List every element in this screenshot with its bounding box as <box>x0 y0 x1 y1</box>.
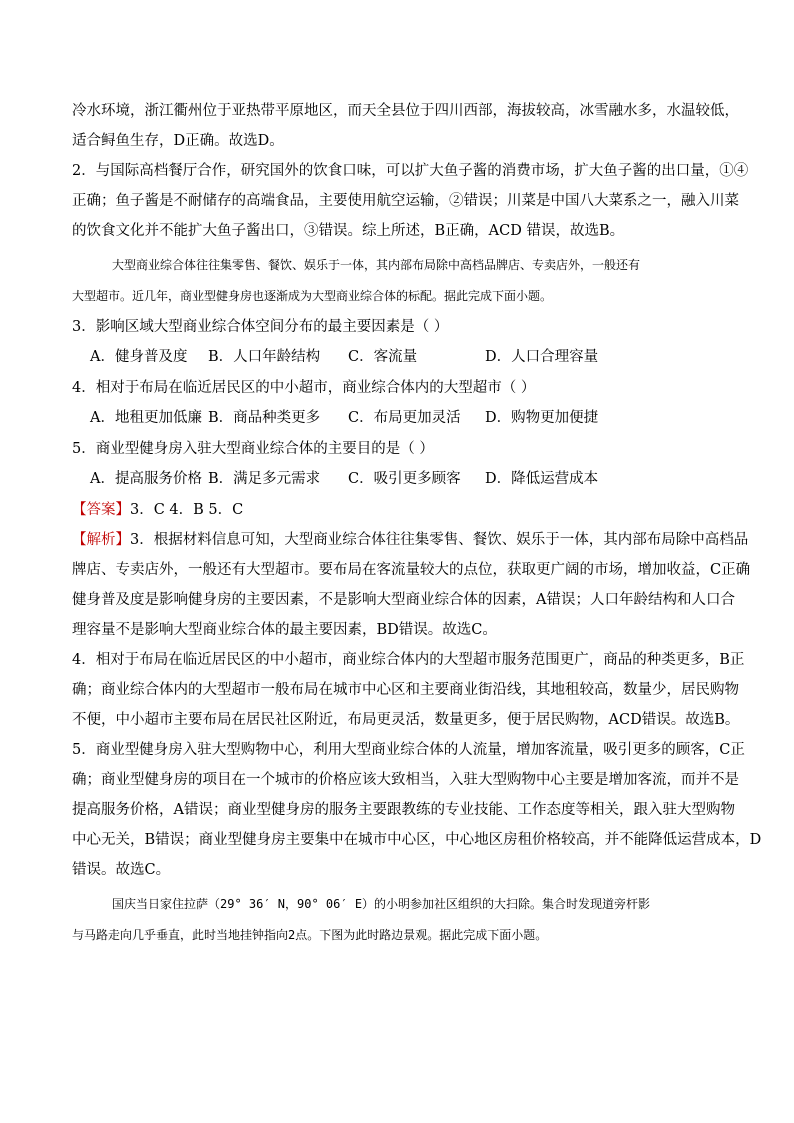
q4-option-d: D．购物更加便捷 <box>485 410 599 426</box>
answer-line <box>72 495 732 525</box>
analysis-q3-line-1 <box>72 525 749 555</box>
q5-option-c: C．吸引更多顾客 <box>348 471 461 487</box>
q3-option-c: C．客流量 <box>348 349 418 365</box>
q4-option-c: C．布局更加灵活 <box>348 410 461 426</box>
q2-analysis-line-1: 2．与国际高档餐厅合作，研究国外的饮食口味，可以扩大鱼子酱的消费市场，扩大鱼子酱的出口量，①④ <box>72 163 749 179</box>
prev-analysis-line-2: 适合鲟鱼生存，D正确。故选D。 <box>72 133 284 149</box>
q3-option-a: A．健身普及度 <box>90 349 188 365</box>
analysis-q5-line-2: 确；商业型健身房的项目在一个城市的价格应该大致相当，入驻大型购物中心主要是增加客流，而并不是 <box>72 772 739 788</box>
answer-text: 3．C 4．B 5．C <box>130 502 244 518</box>
prev-analysis-line-1: 冷水环境，浙江衢州位于亚热带平原地区，而天全县位于四川西部，海拔较高，冰雪融水多，水温较低， <box>72 103 739 119</box>
q2-analysis-line-3: 的饮食文化并不能扩大鱼子酱出口，③错误。综上所述，B正确，ACD 错误，故选B。 <box>72 223 625 239</box>
analysis-q5-line-1: 5．商业型健身房入驻大型购物中心，利用大型商业综合体的人流量，增加客流量，吸引更多的顾客，C正 <box>72 742 745 758</box>
question-5-options <box>72 464 732 495</box>
material-paragraph-line-2: 大型超市。近几年，商业型健身房也逐渐成为大型商业综合体的标配。据此完成下面小题。 <box>72 289 553 303</box>
analysis-q5-line-3: 提高服务价格，A错误；商业型健身房的服务主要跟教练的专业技能、工作态度等相关，跟入驻大型购物 <box>72 802 735 818</box>
answer-label: 【答案】 <box>72 502 130 518</box>
material2-paragraph-line-2: 与马路走向几乎垂直，此时当地挂钟指向2点。下图为此时路边景观。据此完成下面小题。 <box>72 928 548 942</box>
page-content <box>72 96 762 951</box>
analysis-q5-line-5: 错误。故选C。 <box>72 862 171 878</box>
analysis-q3-line-2: 牌店、专卖店外，一般还有大型超市。要布局在客流量较大的点位，获取更广阔的市场，增加收益，C正确 <box>72 562 751 578</box>
material-paragraph-line-1: 大型商业综合体往往集零售、餐饮、娱乐于一体，其内部布局除中高档品牌店、专卖店外，一般还有 <box>112 258 641 272</box>
question-4-options <box>72 403 732 434</box>
material2-paragraph-line-1: 国庆当日家住拉萨（29° 36′ N，90° 06′ E）的小明参加社区组织的大扫除。集合时发现道旁杆影 <box>112 897 651 911</box>
q5-option-a: A．提高服务价格 <box>90 471 202 487</box>
question-3-stem: 3．影响区域大型商业综合体空间分布的最主要因素是（ ） <box>72 319 449 335</box>
question-5-stem: 5．商业型健身房入驻大型商业综合体的主要目的是（ ） <box>72 441 434 457</box>
q4-option-a: A．地租更加低廉 <box>90 410 202 426</box>
analysis-q4-line-1: 4．相对于布局在临近居民区的中小超市，商业综合体内的大型超市服务范围更广，商品的种类更多，B正 <box>72 652 745 668</box>
q5-option-b: B．满足多元需求 <box>208 471 321 487</box>
q4-option-b: B．商品种类更多 <box>208 410 321 426</box>
analysis-q4-line-3: 不便，中小超市主要布局在居民社区附近，布局更灵活，数量更多，便于居民购物，ACD错误。故选B。 <box>72 712 740 728</box>
analysis-q5-line-4: 中心无关，B错误；商业型健身房主要集中在城市中心区，中心地区房租价格较高，并不能降低运营成本，D <box>72 832 762 848</box>
question-3-options <box>72 342 732 373</box>
q2-analysis-line-2: 正确；鱼子酱是不耐储存的高端食品，主要使用航空运输，②错误；川菜是中国八大菜系之一，融入川菜 <box>72 193 739 209</box>
question-4-stem: 4．相对于布局在临近居民区的中小超市，商业综合体内的大型超市（ ） <box>72 380 536 396</box>
q3-option-b: B．人口年龄结构 <box>208 349 321 365</box>
analysis-label: 【解析】 <box>72 532 130 548</box>
analysis-q3-text-1: 3．根据材料信息可知，大型商业综合体往往集零售、餐饮、娱乐于一体，其内部布局除中高档品 <box>130 532 749 548</box>
analysis-q4-line-2: 确；商业综合体内的大型超市一般布局在城市中心区和主要商业街沿线，其地租较高，数量少，居民购物 <box>72 682 739 698</box>
analysis-q3-line-3: 健身普及度是影响健身房的主要因素，不是影响大型商业综合体的因素，A错误；人口年龄结构和人口合 <box>72 592 735 608</box>
q5-option-d: D．降低运营成本 <box>485 471 599 487</box>
q3-option-d: D．人口合理容量 <box>485 349 599 365</box>
analysis-q3-line-4: 理容量不是影响大型商业综合体的最主要因素，BD错误。故选C。 <box>72 622 497 638</box>
